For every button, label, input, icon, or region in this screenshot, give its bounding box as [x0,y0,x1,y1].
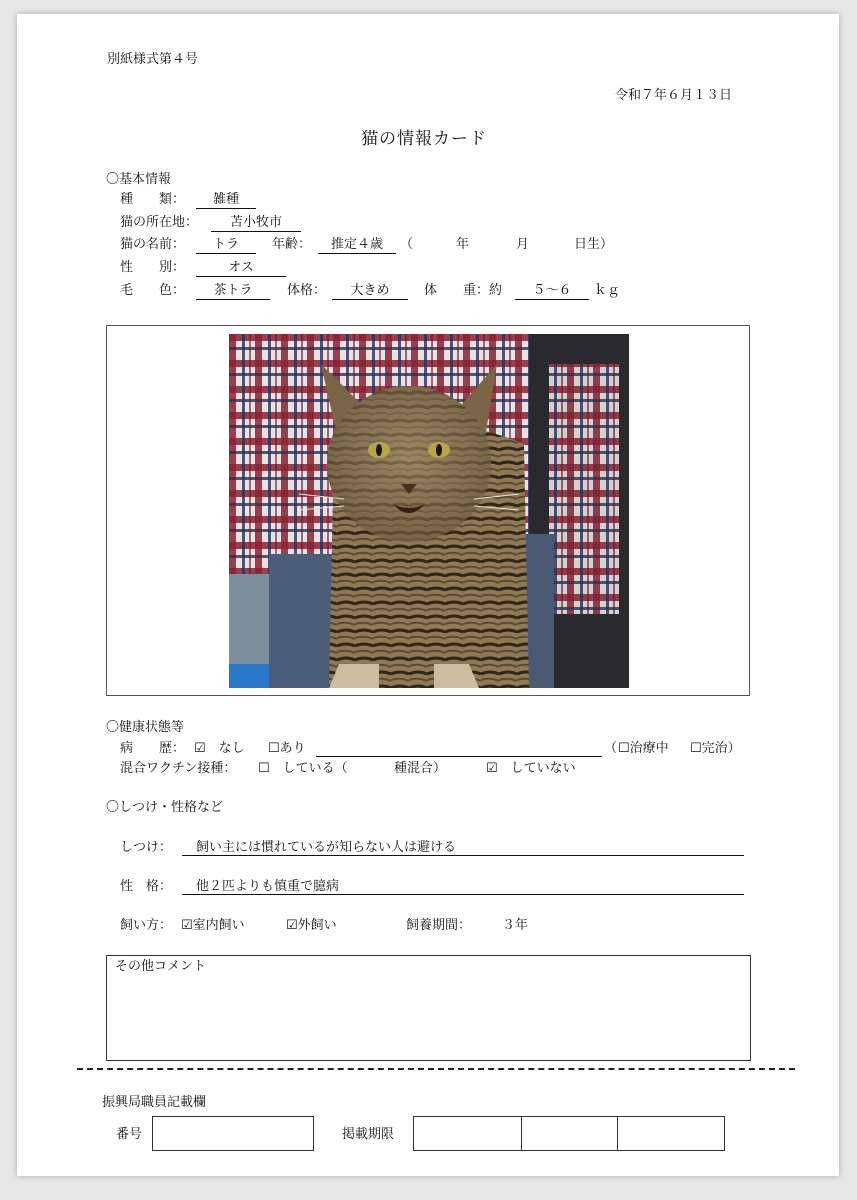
color-value: 茶トラ [196,283,270,300]
name-label: 猫の名前： [120,237,186,252]
history-none-checkbox[interactable]: ☑ なし [194,741,245,756]
indoor-checkbox[interactable]: ☑室内飼い [181,918,245,933]
cat-photo [229,334,629,688]
document-date: 令和７年６月１３日 [615,88,733,103]
history-detail-line [316,756,602,757]
period-label: 飼養期間： [406,918,472,933]
treating-checkbox[interactable]: ☐治療中 [618,741,669,756]
personality-label: 性 格： [120,879,173,894]
sex-value: オス [196,260,286,277]
keeping-label: 飼い方： [120,918,173,933]
period-limit-field-3[interactable] [617,1116,725,1151]
breed-value: 雑種 [196,192,256,209]
period-value: ３年 [502,918,529,933]
personality-value: 他２匹よりも慎重で臆病 [196,879,340,894]
treat-open: （ [604,741,618,756]
comment-box[interactable] [106,955,751,1061]
name-value: トラ [196,237,256,254]
staff-heading: 振興局職員記載欄 [102,1095,207,1110]
birth-open: （ [400,237,414,252]
health-heading: 〇健康状態等 [106,720,185,735]
weight-label: 体 重：約 [424,283,503,298]
history-yes-checkbox[interactable]: ☐あり [268,741,306,756]
period-limit-field-2[interactable] [521,1116,618,1151]
form-number: 別紙様式第４号 [107,52,199,67]
document-title: 猫の情報カード [361,129,487,149]
personality-line [182,894,744,895]
cured-checkbox[interactable]: ☐完治） [690,741,741,756]
training-value: 飼い主には慣れているが知らない人は避ける [196,840,457,855]
basic-info-heading: 〇基本情報 [106,172,172,187]
period-limit-field-1[interactable] [413,1116,522,1151]
training-line [182,855,744,856]
comment-label: その他コメント [115,959,207,974]
age-label: 年齢： [272,237,312,252]
location-label: 猫の所在地： [120,215,199,230]
history-label: 病 歴： [120,741,186,756]
period-limit-label: 掲載期限 [342,1127,395,1142]
number-label: 番号 [116,1127,143,1142]
outdoor-checkbox[interactable]: ☑外飼い [286,918,337,933]
vaccine-yes-checkbox[interactable]: ☐ している（ [258,761,348,776]
birth-day: 日生） [574,237,614,252]
build-label: 体格： [287,283,327,298]
weight-value: ５～６ [515,283,589,300]
behavior-heading: 〇しつけ・性格など [106,800,224,815]
breed-label: 種 類： [120,192,186,207]
sex-label: 性 別： [120,260,186,275]
weight-unit: ｋｇ [594,283,621,298]
color-label: 毛 色： [120,283,186,298]
vaccine-label: 混合ワクチン接種： [120,761,237,776]
number-field[interactable] [152,1116,314,1151]
birth-year: 年 [456,237,470,252]
cut-line [77,1068,795,1070]
vaccine-no-checkbox[interactable]: ☑ していない [486,761,576,776]
location-value: 苫小牧市 [211,215,301,232]
vaccine-type: 種混合） [394,761,447,776]
age-value: 推定４歳 [318,237,396,254]
build-value: 大きめ [332,283,408,300]
training-label: しつけ： [120,840,173,855]
birth-month: 月 [516,237,530,252]
